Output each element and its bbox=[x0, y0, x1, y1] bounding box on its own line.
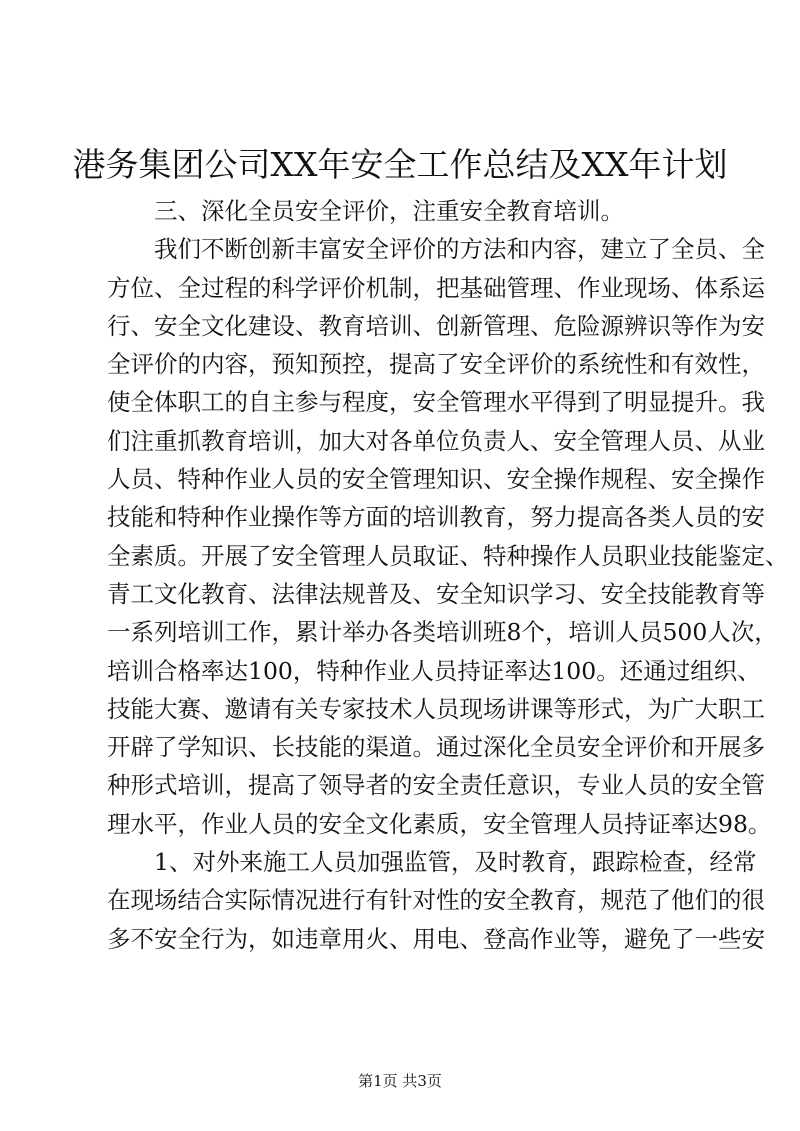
document-title: 港务集团公司XX年安全工作总结及XX年计划 bbox=[72, 145, 728, 184]
paragraph-line: 培训合格率达100，特种作业人员持证率达100。还通过组织、 bbox=[107, 656, 761, 685]
paragraph-line: 全评价的内容，预知预控，提高了安全评价的系统性和有效性， bbox=[107, 350, 765, 379]
paragraph-line: 技能和特种作业操作等方面的培训教育，努力提高各类人员的安 bbox=[107, 503, 765, 532]
section-heading: 三、深化全员安全评价，注重安全教育培训。 bbox=[154, 197, 624, 225]
paragraph-line: 们注重抓教育培训，加大对各单位负责人、安全管理人员、从业 bbox=[107, 426, 765, 455]
paragraph-line: 技能大赛、邀请有关专家技术人员现场讲课等形式，为广大职工 bbox=[107, 694, 765, 723]
paragraph-line: 在现场结合实际情况进行有针对性的安全教育，规范了他们的很 bbox=[107, 886, 765, 915]
paragraph-line: 我们不断创新丰富安全评价的方法和内容，建立了全员、全 bbox=[154, 235, 765, 264]
paragraph-line: 全素质。开展了安全管理人员取证、特种操作人员职业技能鉴定、 bbox=[107, 541, 789, 570]
paragraph-line: 理水平，作业人员的安全文化素质，安全管理人员持证率达98。 bbox=[107, 809, 772, 838]
page-number-footer: 第1页 共3页 bbox=[358, 1072, 442, 1090]
paragraph-line: 多不安全行为，如违章用火、用电、登高作业等，避免了一些安 bbox=[107, 924, 765, 953]
paragraph-line: 开辟了学知识、长技能的渠道。通过深化全员安全评价和开展多 bbox=[107, 733, 765, 762]
paragraph-line: 使全体职工的自主参与程度，安全管理水平得到了明显提升。我 bbox=[107, 388, 765, 417]
paragraph-line: 方位、全过程的科学评价机制，把基础管理、作业现场、体系运 bbox=[107, 273, 765, 302]
paragraph-line: 青工文化教育、法律法规普及、安全知识学习、安全技能教育等 bbox=[107, 579, 765, 608]
paragraph-line: 人员、特种作业人员的安全管理知识、安全操作规程、安全操作 bbox=[107, 465, 765, 494]
paragraph-line: 一系列培训工作，累计举办各类培训班8个，培训人员500人次， bbox=[107, 618, 778, 647]
paragraph-line: 1、对外来施工人员加强监管，及时教育，跟踪检查，经常 bbox=[154, 848, 757, 877]
paragraph-line: 种形式培训，提高了领导者的安全责任意识，专业人员的安全管 bbox=[107, 771, 765, 800]
document-body bbox=[107, 192, 789, 958]
paragraph-line: 行、安全文化建设、教育培训、创新管理、危险源辨识等作为安 bbox=[107, 311, 765, 340]
